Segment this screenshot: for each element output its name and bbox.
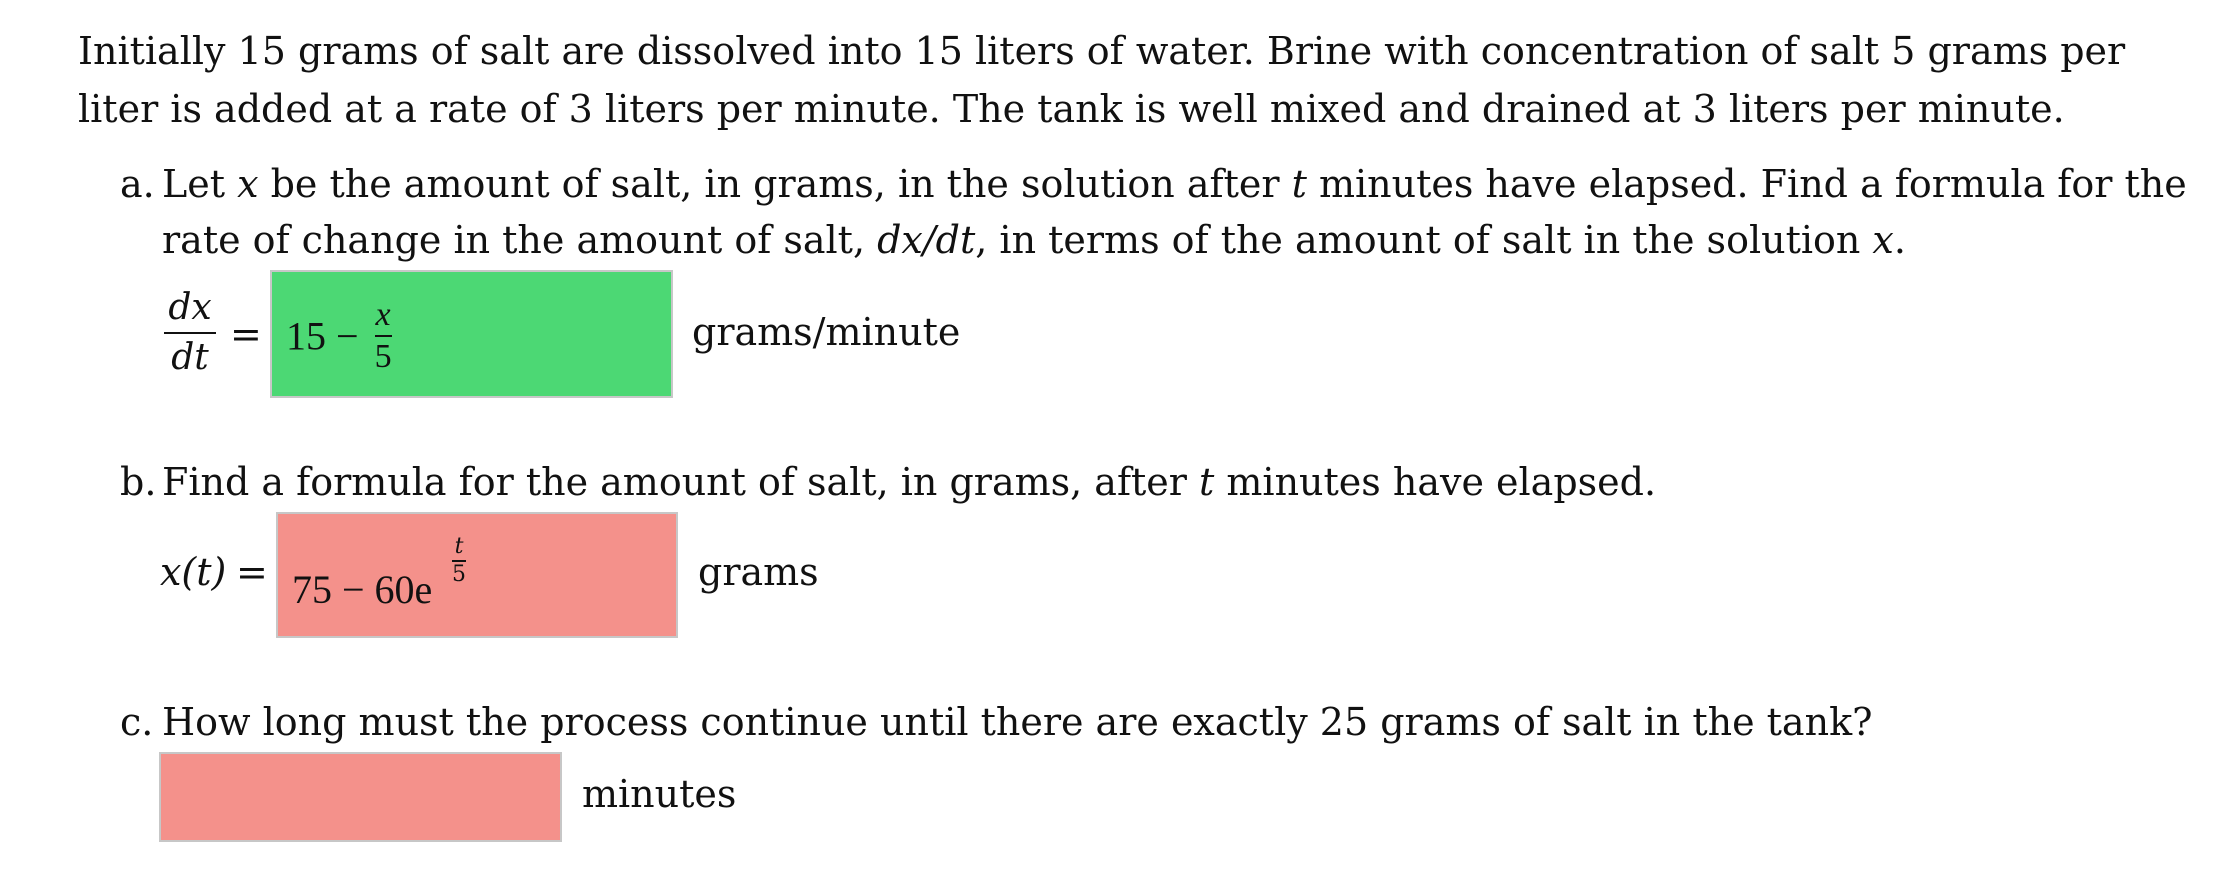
var-t-b: t [1199,460,1215,504]
equals-sign-a: = [230,312,262,356]
part-a-text-2: be the amount of salt, in grams, in the solution after [258,162,1292,206]
answer-a-frac-num: x [375,296,391,333]
part-b-question [162,454,2190,510]
answer-b-base: 75 − 60e [292,567,433,612]
part-a-text-1: Let [162,162,238,206]
answer-a-expression [286,298,392,374]
problem-statement [78,22,2188,138]
part-a-text-3: minutes have elapsed. Find a formula for the rate of change in the amount of salt, [162,162,2187,262]
lhs-x-of-t: x(t) [160,550,227,594]
unit-b: grams [698,550,819,594]
answer-c-field[interactable] [159,752,562,842]
part-a-letter: a. [120,162,155,206]
answer-a-leading: 15 − [286,313,359,359]
part-c-letter: c. [120,700,154,744]
unit-c: minutes [582,772,737,816]
part-b-text-1: Find a formula for the amount of salt, in grams, after [162,460,1200,504]
answer-b-field[interactable] [276,512,678,638]
problem-intro: Initially 15 grams of salt are dissolved into 15 liters of water. Brine with concentration of salt 5 grams per liter is added at a rate of 3 liters per minute. The tank is well mixed and drained at 3 liters per minute. [78,29,2126,131]
part-b-text-2: minutes have elapsed. [1214,460,1657,504]
part-a [120,156,2190,268]
exponent-num: t [454,534,464,559]
exponent-den: 5 [452,561,466,587]
answer-a-frac-den: 5 [374,338,392,375]
derivative-denominator: dt [171,337,209,378]
var-t: t [1291,162,1307,206]
part-c [120,694,2190,750]
var-x-2: x [1872,218,1894,262]
derivative-numerator: dx [168,287,212,328]
equals-sign-b: = [236,550,268,594]
part-b-letter: b. [120,460,157,504]
part-c-question: How long must the process continue until there are exactly 25 grams of salt in the tank? [162,700,1873,744]
part-a-text-5: . [1893,218,1906,262]
part-a-text-4: , in terms of the amount of salt in the solution [975,218,1873,262]
answer-b-expression [292,566,432,613]
answer-b-exponent [452,536,466,586]
unit-a: grams/minute [692,310,961,354]
answer-a-field[interactable] [270,270,673,398]
part-b [120,454,2190,510]
var-x: x [237,162,259,206]
answer-a-fraction [375,298,392,374]
derivative-inline: dx/dt [877,218,976,262]
derivative-fraction [164,287,216,378]
part-a-question [162,156,2190,268]
